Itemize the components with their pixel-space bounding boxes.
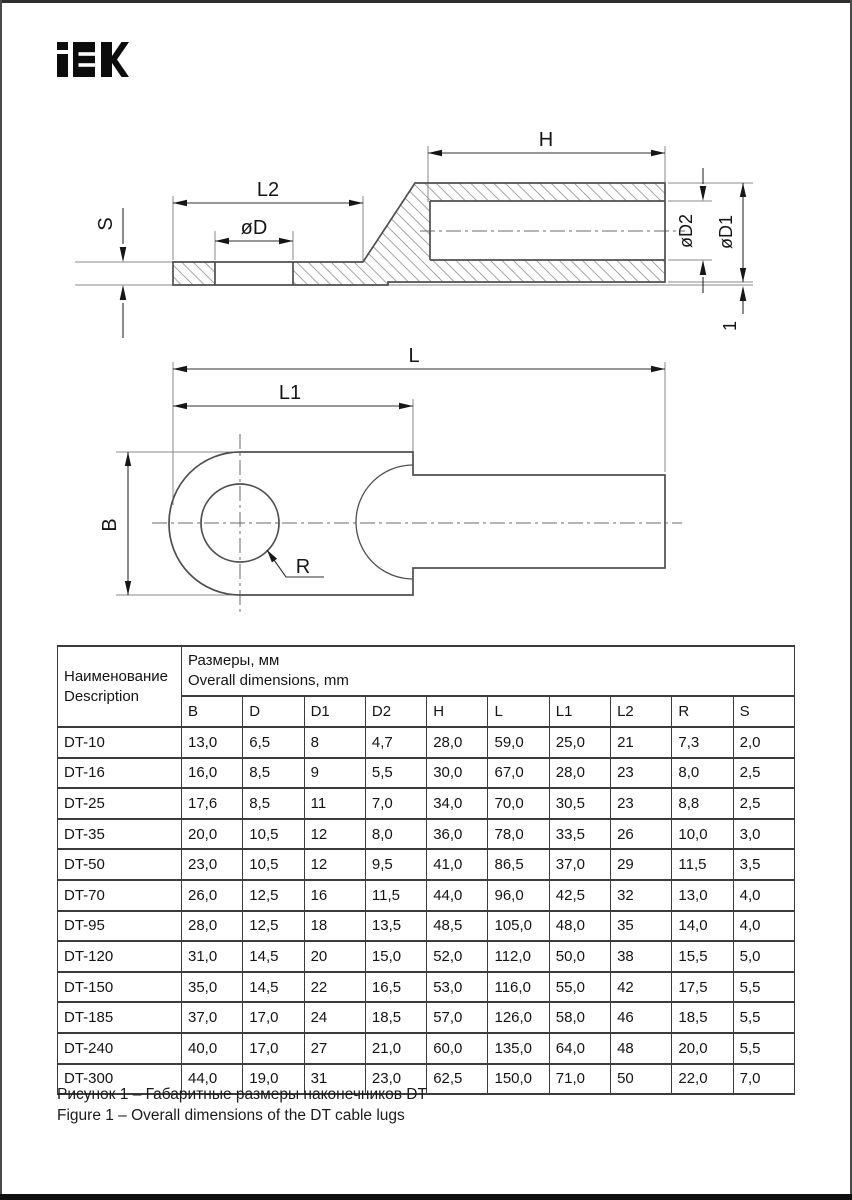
table-row-DT-185 — [58, 1002, 795, 1033]
top-view — [99, 345, 682, 612]
dimension-cell: 5,5 — [733, 972, 794, 1003]
dimension-cell: 12 — [304, 849, 365, 880]
dim-S — [95, 208, 126, 338]
dimension-cell: 18,5 — [672, 1002, 733, 1033]
table-row-DT-120 — [58, 941, 795, 972]
dimension-cell: 14,5 — [243, 941, 304, 972]
lug-name-cell: DT-35 — [58, 819, 182, 850]
dimension-cell: 5,5 — [733, 1002, 794, 1033]
dimension-cell: 10,0 — [672, 819, 733, 850]
dimension-cell: 116,0 — [488, 972, 549, 1003]
dimension-cell: 14,5 — [243, 972, 304, 1003]
lug-name-cell: DT-300 — [58, 1064, 182, 1095]
dimensions-table — [57, 645, 795, 1095]
dimension-cell: 40,0 — [182, 1033, 243, 1064]
dimension-cell: 46 — [611, 1002, 672, 1033]
column-header-L2: L2 — [611, 696, 672, 727]
table-row-DT-10 — [58, 727, 795, 758]
dim-D2 — [676, 168, 706, 293]
dimension-cell: 37,0 — [182, 1002, 243, 1033]
table-row-DT-95 — [58, 911, 795, 942]
dimension-cell: 5,5 — [733, 1033, 794, 1064]
dimension-cell: 35,0 — [182, 972, 243, 1003]
dim-label-R: R — [295, 556, 311, 578]
dimension-cell: 33,5 — [549, 819, 610, 850]
dimension-cell: 12,5 — [243, 911, 304, 942]
dimension-cell: 21 — [611, 727, 672, 758]
dimension-cell: 126,0 — [488, 1002, 549, 1033]
dimension-cell: 16 — [304, 880, 365, 911]
dimension-cell: 17,0 — [243, 1033, 304, 1064]
dimension-cell: 78,0 — [488, 819, 549, 850]
dimension-cell: 9 — [304, 758, 365, 789]
dimension-cell: 26 — [611, 819, 672, 850]
dimension-cell: 2,0 — [733, 727, 794, 758]
column-header-L: L — [488, 696, 549, 727]
dimension-cell: 27 — [304, 1033, 365, 1064]
dimension-cell: 135,0 — [488, 1033, 549, 1064]
dimension-cell: 8,0 — [365, 819, 426, 850]
dimension-cell: 22 — [304, 972, 365, 1003]
dimension-cell: 7,0 — [365, 788, 426, 819]
section-view — [75, 129, 753, 338]
table-header-row-1 — [58, 646, 795, 696]
dimension-cell: 50,0 — [549, 941, 610, 972]
dimension-cell: 42 — [611, 972, 672, 1003]
dimension-cell: 4,7 — [365, 727, 426, 758]
name-header-ru: Наименование — [64, 667, 168, 685]
dimension-cell: 50 — [611, 1064, 672, 1095]
dimension-cell: 23,0 — [182, 849, 243, 880]
dimension-cell: 58,0 — [549, 1002, 610, 1033]
lug-name-cell: DT-240 — [58, 1033, 182, 1064]
dimension-cell: 86,5 — [488, 849, 549, 880]
dim-B — [99, 452, 128, 595]
dimension-cell: 7,3 — [672, 727, 733, 758]
dim-H — [428, 129, 665, 153]
dim-label-D1: øD1 — [716, 214, 736, 250]
dimension-cell: 34,0 — [427, 788, 488, 819]
lug-name-cell: DT-120 — [58, 941, 182, 972]
lug-name-cell: DT-50 — [58, 849, 182, 880]
dimension-cell: 31,0 — [182, 941, 243, 972]
dimension-cell: 53,0 — [427, 972, 488, 1003]
dim-label-H: H — [538, 129, 554, 151]
dimension-cell: 25,0 — [549, 727, 610, 758]
dimension-cell: 48,5 — [427, 911, 488, 942]
dimension-cell: 105,0 — [488, 911, 549, 942]
dimension-cell: 8,5 — [243, 788, 304, 819]
lug-name-cell: DT-16 — [58, 758, 182, 789]
dim-label-L2: L2 — [256, 179, 280, 201]
dimension-cell: 28,0 — [549, 758, 610, 789]
dimension-cell: 17,5 — [672, 972, 733, 1003]
dimension-cell: 32 — [611, 880, 672, 911]
dimension-cell: 10,5 — [243, 819, 304, 850]
dimension-cell: 28,0 — [427, 727, 488, 758]
dim-label-D2: øD2 — [676, 213, 696, 249]
dim-label-L: L — [408, 345, 420, 367]
dimension-cell: 37,0 — [549, 849, 610, 880]
dimension-cell: 55,0 — [549, 972, 610, 1003]
dimensions-group-header — [182, 646, 795, 696]
dimension-cell: 14,0 — [672, 911, 733, 942]
column-header-R: R — [672, 696, 733, 727]
dimension-cell: 2,5 — [733, 758, 794, 789]
table-row-DT-240 — [58, 1033, 795, 1064]
dimension-cell: 13,0 — [672, 880, 733, 911]
dimension-cell: 15,5 — [672, 941, 733, 972]
dimension-cell: 3,0 — [733, 819, 794, 850]
lug-name-cell: DT-70 — [58, 880, 182, 911]
dimension-cell: 13,5 — [365, 911, 426, 942]
dimension-cell: 71,0 — [549, 1064, 610, 1095]
dimension-cell: 11 — [304, 788, 365, 819]
dimension-cell: 20,0 — [672, 1033, 733, 1064]
dim-label-D: øD — [240, 217, 268, 239]
figure-caption — [57, 1084, 427, 1126]
column-header-D1: D1 — [304, 696, 365, 727]
dimension-cell: 48,0 — [549, 911, 610, 942]
dimension-cell: 21,0 — [365, 1033, 426, 1064]
dim-label-step: 1 — [720, 320, 740, 332]
dim-L — [173, 345, 665, 369]
dimension-cell: 6,5 — [243, 727, 304, 758]
dimension-cell: 13,0 — [182, 727, 243, 758]
dimension-cell: 8 — [304, 727, 365, 758]
dim-label-B: B — [99, 518, 121, 532]
dimension-cell: 24 — [304, 1002, 365, 1033]
column-header-S: S — [733, 696, 794, 727]
dims-header-ru: Размеры, мм — [188, 652, 280, 669]
dimension-cell: 9,5 — [365, 849, 426, 880]
dimension-cell: 8,8 — [672, 788, 733, 819]
lug-name-cell: DT-95 — [58, 911, 182, 942]
dimension-cell: 44,0 — [182, 1064, 243, 1095]
dims-header-en: Overall dimensions, mm — [188, 672, 349, 689]
column-header-D2: D2 — [365, 696, 426, 727]
lug-name-cell: DT-150 — [58, 972, 182, 1003]
dimension-cell: 17,6 — [182, 788, 243, 819]
dimension-cell: 18 — [304, 911, 365, 942]
dimension-cell: 17,0 — [243, 1002, 304, 1033]
dim-R — [267, 550, 324, 578]
table-row-DT-16 — [58, 758, 795, 789]
dim-label-S: S — [95, 217, 117, 231]
dim-L1 — [173, 382, 413, 406]
dimension-cell: 5,0 — [733, 941, 794, 972]
table-body — [58, 646, 795, 1094]
dimension-cell: 3,5 — [733, 849, 794, 880]
dimension-cell: 7,0 — [733, 1064, 794, 1095]
dimension-cell: 38 — [611, 941, 672, 972]
column-header-H: H — [427, 696, 488, 727]
dimension-cell: 23,0 — [365, 1064, 426, 1095]
dim-L2 — [173, 179, 363, 203]
table-row-DT-25 — [58, 788, 795, 819]
dimension-cell: 48 — [611, 1033, 672, 1064]
dimension-cell: 59,0 — [488, 727, 549, 758]
dimension-cell: 12 — [304, 819, 365, 850]
column-header-L1: L1 — [549, 696, 610, 727]
dimension-cell: 30,0 — [427, 758, 488, 789]
dimension-cell: 70,0 — [488, 788, 549, 819]
dimension-cell: 8,5 — [243, 758, 304, 789]
page-border-bottom — [0, 1194, 852, 1200]
dim-D — [215, 217, 293, 241]
lug-name-cell: DT-25 — [58, 788, 182, 819]
palm-barrel-section — [293, 183, 665, 285]
dimension-cell: 150,0 — [488, 1064, 549, 1095]
dimension-cell: 30,5 — [549, 788, 610, 819]
dimension-cell: 52,0 — [427, 941, 488, 972]
dimension-cell: 11,5 — [365, 880, 426, 911]
name-column-header — [58, 646, 182, 727]
dimension-cell: 18,5 — [365, 1002, 426, 1033]
dimension-cell: 5,5 — [365, 758, 426, 789]
dimension-cell: 22,0 — [672, 1064, 733, 1095]
dimension-cell: 29 — [611, 849, 672, 880]
figure-caption-ru: Рисунок 1 – Габаритные размеры наконечников DT — [57, 1086, 427, 1103]
dim-label-L1: L1 — [278, 382, 302, 404]
dim-D1 — [716, 183, 743, 282]
column-header-B: B — [182, 696, 243, 727]
dimension-cell: 8,0 — [672, 758, 733, 789]
dimension-cell: 112,0 — [488, 941, 549, 972]
dimension-cell: 23 — [611, 788, 672, 819]
table-row-DT-150 — [58, 972, 795, 1003]
dimension-cell: 35 — [611, 911, 672, 942]
dimension-cell: 41,0 — [427, 849, 488, 880]
dimension-cell: 2,5 — [733, 788, 794, 819]
lug-name-cell: DT-185 — [58, 1002, 182, 1033]
dimension-cell: 44,0 — [427, 880, 488, 911]
dimension-cell: 16,0 — [182, 758, 243, 789]
table-row-DT-35 — [58, 819, 795, 850]
name-header-en: Description — [64, 687, 140, 705]
dimension-cell: 67,0 — [488, 758, 549, 789]
dimension-cell: 96,0 — [488, 880, 549, 911]
dimension-cell: 19,0 — [243, 1064, 304, 1095]
dimension-cell: 23 — [611, 758, 672, 789]
lug-name-cell: DT-10 — [58, 727, 182, 758]
column-header-D: D — [243, 696, 304, 727]
dimension-cell: 20 — [304, 941, 365, 972]
palm-section-left — [173, 262, 215, 285]
dimension-cell: 20,0 — [182, 819, 243, 850]
dimension-cell: 60,0 — [427, 1033, 488, 1064]
dimension-cell: 62,5 — [427, 1064, 488, 1095]
dimension-cell: 4,0 — [733, 911, 794, 942]
dimension-cell: 16,5 — [365, 972, 426, 1003]
dimension-cell: 26,0 — [182, 880, 243, 911]
dimension-cell: 36,0 — [427, 819, 488, 850]
dimension-cell: 64,0 — [549, 1033, 610, 1064]
figure-caption-en: Figure 1 – Overall dimensions of the DT cable lugs — [57, 1107, 405, 1124]
dimension-cell: 10,5 — [243, 849, 304, 880]
dimension-cell: 42,5 — [549, 880, 610, 911]
table-row-DT-50 — [58, 849, 795, 880]
dimension-cell: 31 — [304, 1064, 365, 1095]
dimension-cell: 15,0 — [365, 941, 426, 972]
dimension-cell: 28,0 — [182, 911, 243, 942]
dimension-cell: 57,0 — [427, 1002, 488, 1033]
dimension-cell: 12,5 — [243, 880, 304, 911]
dimension-cell: 11,5 — [672, 849, 733, 880]
dimension-cell: 4,0 — [733, 880, 794, 911]
table-row-DT-70 — [58, 880, 795, 911]
dim-1 — [720, 286, 746, 331]
